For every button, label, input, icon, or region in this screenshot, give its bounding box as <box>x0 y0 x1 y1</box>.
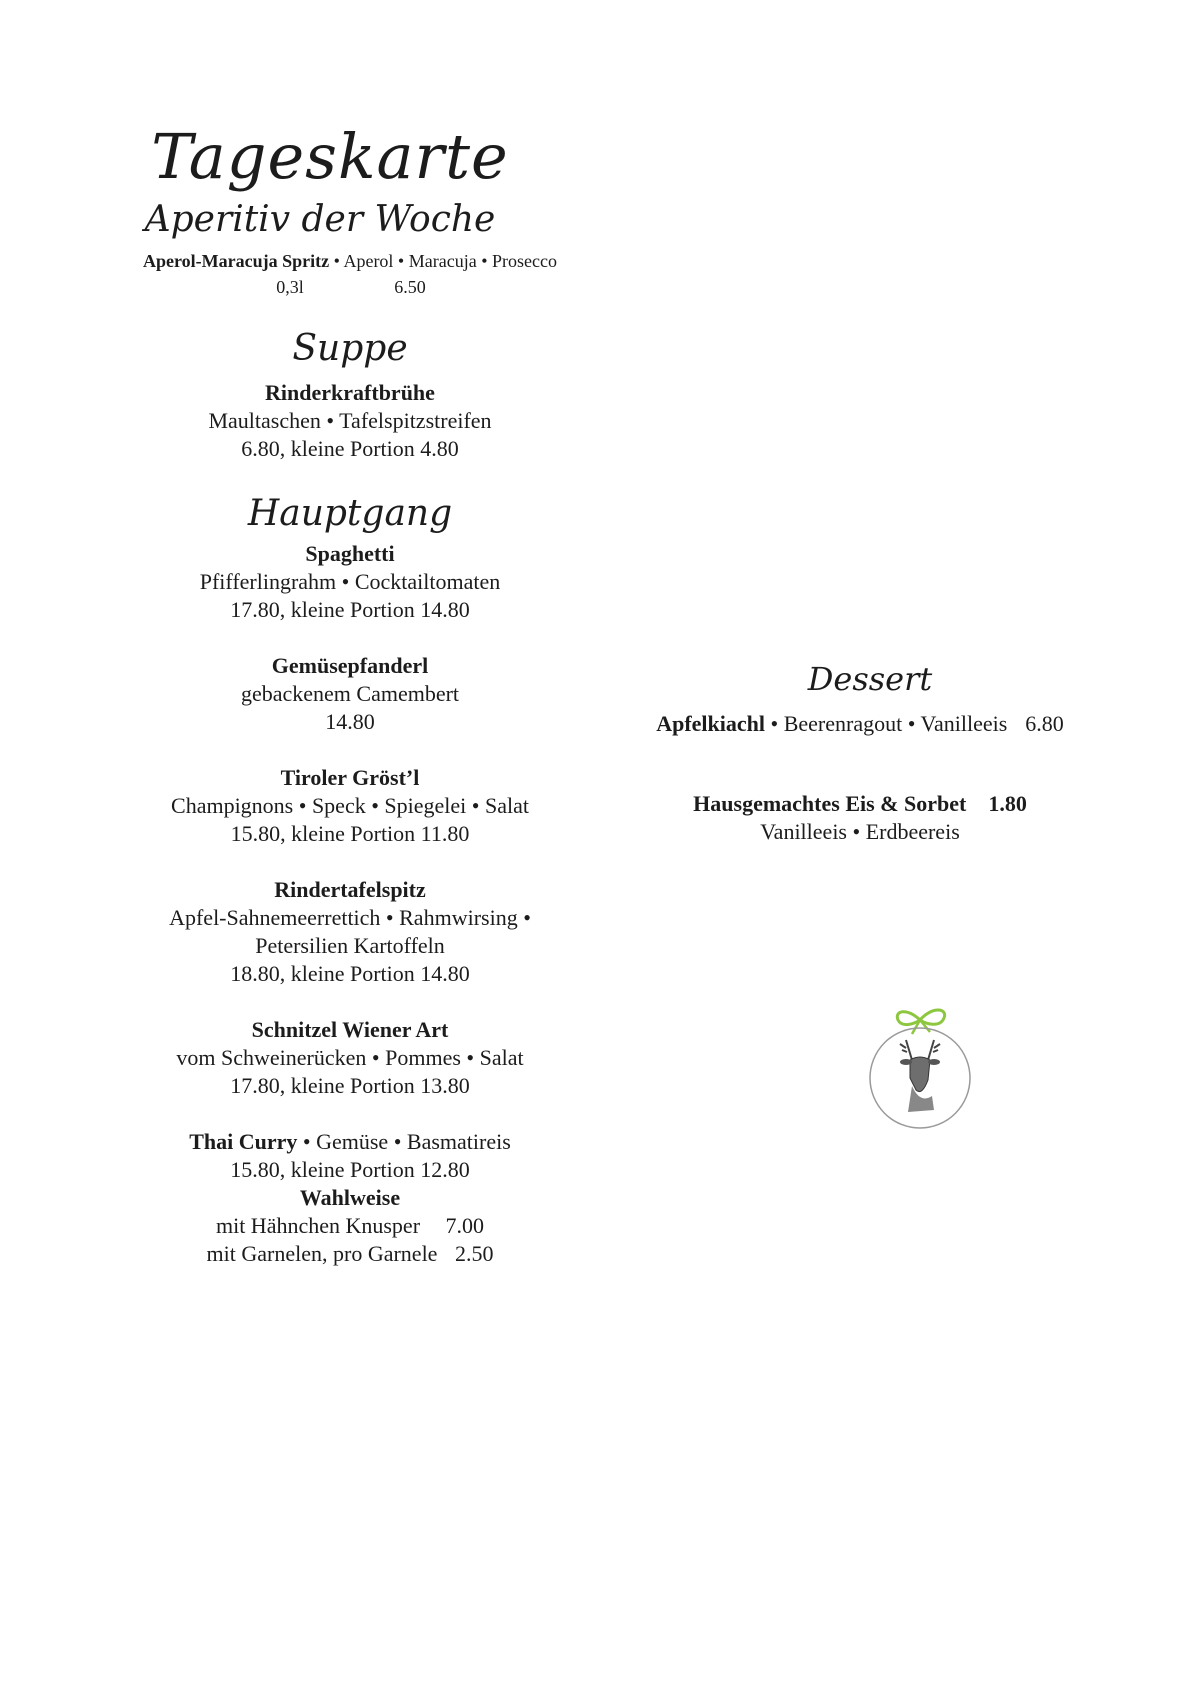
dessert-item-name: Hausgemachtes Eis & Sorbet <box>693 791 967 816</box>
main-item-name: Tiroler Gröst’l <box>280 765 420 790</box>
dessert-item-price: 6.80 <box>1025 711 1064 736</box>
thai-curry-price: 15.80, kleine Portion 12.80 <box>230 1157 470 1182</box>
dessert-item-name: Apfelkiachl <box>656 711 766 736</box>
option-price: 2.50 <box>454 1241 494 1266</box>
aperitiv-desc: • Aperol • Maracuja • Prosecco <box>329 251 557 271</box>
aperitiv-price: 6.50 <box>394 277 426 297</box>
main-item-name: Gemüsepfanderl <box>271 653 429 678</box>
main-item-desc: gebackenem Camembert <box>240 681 460 706</box>
dessert-item <box>620 710 1100 738</box>
main-item <box>100 876 600 988</box>
hauptgang-heading: Hauptgang <box>247 493 453 534</box>
suppe-name: Rinderkraftbrühe <box>265 380 435 405</box>
restaurant-logo <box>860 1000 980 1130</box>
main-item <box>100 764 600 848</box>
main-item-desc: Pfifferlingrahm • Cocktailtomaten <box>199 569 501 594</box>
suppe-price: 6.80, kleine Portion 4.80 <box>241 436 459 461</box>
thai-curry-item <box>100 1128 600 1268</box>
right-column <box>620 660 1100 846</box>
main-item-price: 15.80, kleine Portion 11.80 <box>230 821 470 846</box>
main-item-desc-2: Petersilien Kartoffeln <box>255 933 445 958</box>
aperitiv-price-line <box>100 274 600 300</box>
option-label: mit Garnelen, pro Garnele <box>206 1241 438 1266</box>
main-item-desc: Champignons • Speck • Spiegelei • Salat <box>171 793 529 818</box>
dessert-heading: Dessert <box>807 660 933 698</box>
main-item-desc: Apfel-Sahnemeerrettich • Rahmwirsing • <box>169 905 531 930</box>
dessert-item-price: 1.80 <box>988 791 1027 816</box>
option-row <box>100 1240 600 1268</box>
main-item-price: 14.80 <box>325 709 375 734</box>
thai-curry-desc: • Gemüse • Basmatireis <box>297 1129 511 1154</box>
main-item-desc: vom Schweinerücken • Pommes • Salat <box>176 1045 524 1070</box>
aperitiv-heading: Aperitiv der Woche <box>144 199 496 240</box>
left-column <box>100 120 600 1268</box>
main-item-price: 17.80, kleine Portion 13.80 <box>230 1073 470 1098</box>
main-item-name: Schnitzel Wiener Art <box>251 1017 449 1042</box>
aperitiv-line <box>100 248 600 274</box>
main-item-price: 18.80, kleine Portion 14.80 <box>230 961 470 986</box>
main-item-price: 17.80, kleine Portion 14.80 <box>230 597 470 622</box>
main-item <box>100 1016 600 1100</box>
main-item-name: Spaghetti <box>305 541 395 566</box>
dessert-item-desc: • Beerenragout • Vanilleeis <box>765 711 1008 736</box>
option-row <box>100 1212 600 1240</box>
wahlweise-label: Wahlweise <box>299 1185 401 1210</box>
option-price: 7.00 <box>445 1213 485 1238</box>
aperitiv-name: Aperol-Maracuja Spritz <box>143 251 330 271</box>
main-item <box>100 540 600 624</box>
option-label: mit Hähnchen Knusper <box>215 1213 421 1238</box>
dessert-item-desc: Vanilleeis • Erdbeereis <box>760 819 960 844</box>
suppe-heading: Suppe <box>292 328 408 369</box>
main-item-name: Rindertafelspitz <box>274 877 426 902</box>
aperitiv-size: 0,3l <box>276 277 304 297</box>
deer-logo-icon <box>860 1000 980 1130</box>
thai-curry-name: Thai Curry <box>189 1129 298 1154</box>
dessert-item <box>620 790 1100 818</box>
main-item <box>100 652 600 736</box>
suppe-desc: Maultaschen • Tafelspitzstreifen <box>208 408 492 433</box>
menu-title: Tageskarte <box>151 120 509 193</box>
